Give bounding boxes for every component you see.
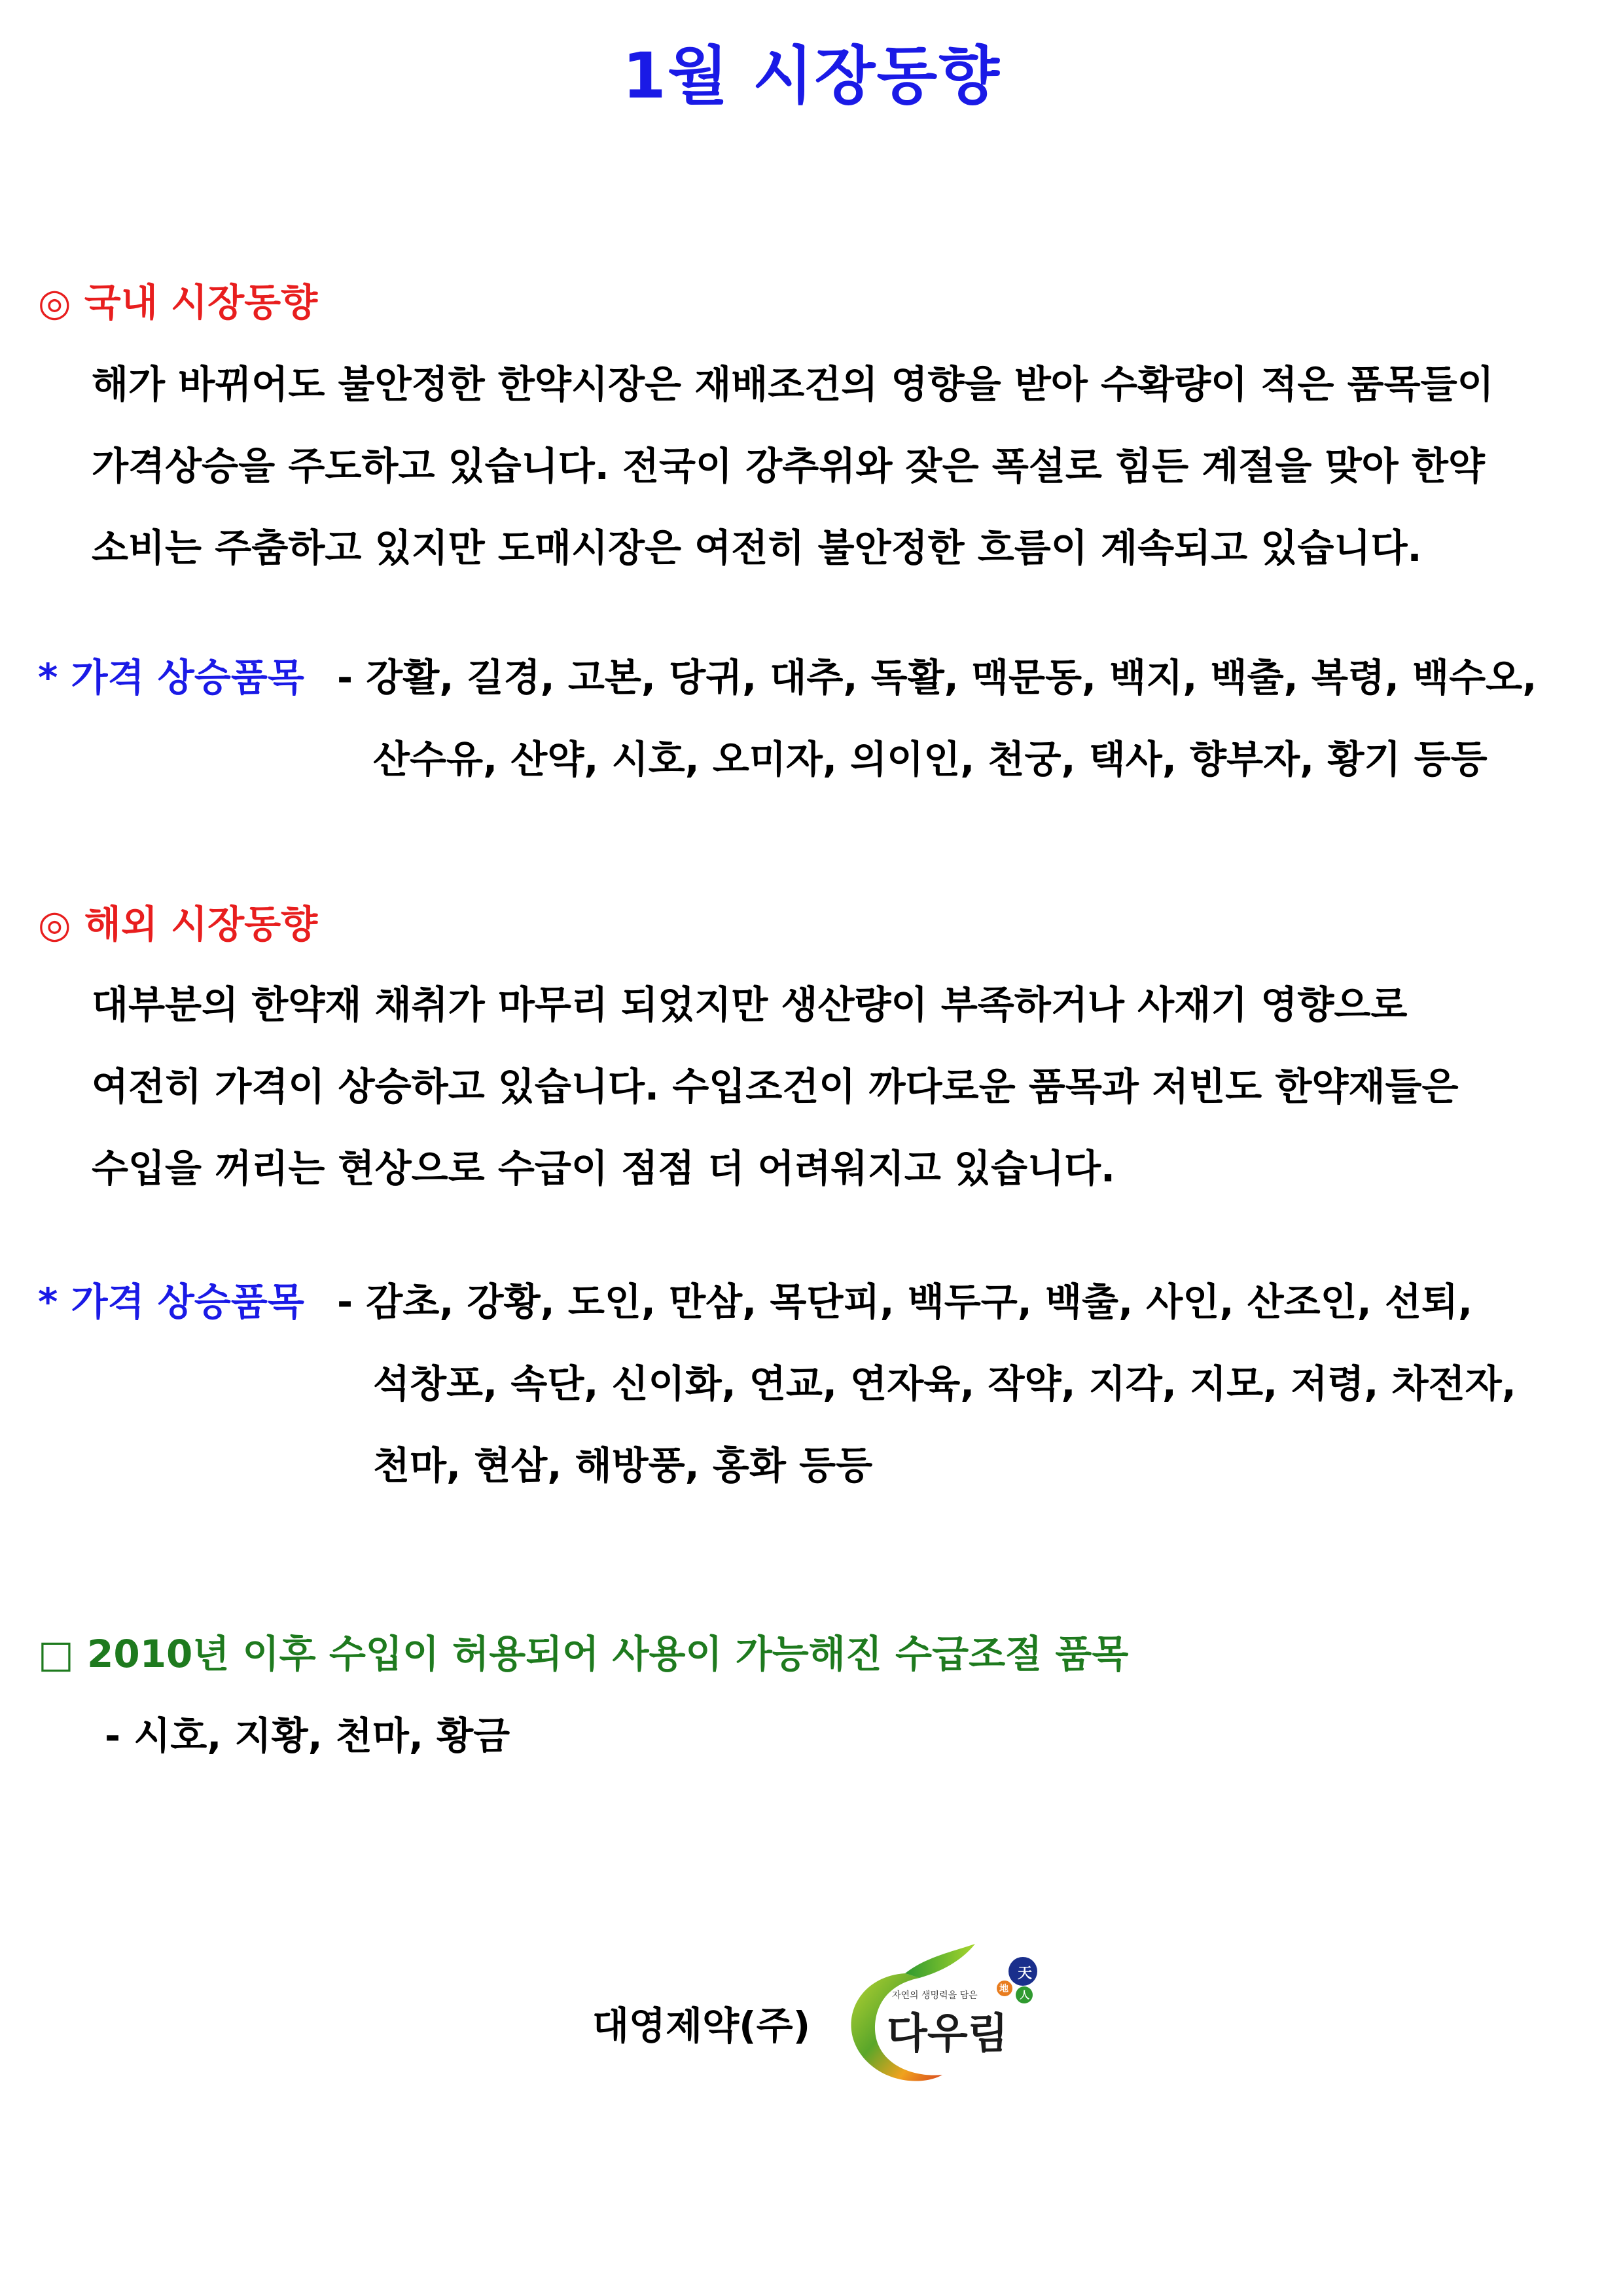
overseas-items-line: - 감초, 강황, 도인, 만삼, 목단피, 백두구, 백출, 사인, 산조인, 선퇴, bbox=[337, 1280, 1472, 1324]
overseas-items-label: * 가격 상승품목 bbox=[38, 1280, 304, 1324]
overseas-line: 대부분의 한약재 채취가 마무리 되었지만 생산량이 부족하거나 사재기 영향으로 bbox=[92, 982, 1408, 1027]
company-name: 대영제약(주) bbox=[592, 2003, 811, 2048]
domestic-line: 가격상승을 주도하고 있습니다. 전국이 강추위와 잦은 폭설로 힘든 계절을 맞아 한약 bbox=[92, 444, 1485, 488]
logo-text: 다우림 bbox=[887, 2010, 1008, 2058]
domestic-items-line: 산수유, 산약, 시호, 오미자, 의이인, 천궁, 택사, 향부자, 황기 등등 bbox=[373, 737, 1488, 781]
logo-tagline: 자연의 생명력을 담은 bbox=[892, 1990, 978, 2001]
domestic-line: 해가 바뀌어도 불안정한 한약시장은 재배조건의 영향을 받아 수확량이 적은 품목들이 bbox=[92, 362, 1494, 406]
overseas-heading: ◎ 해외 시장동향 bbox=[38, 902, 318, 946]
supply-items: - 시호, 지황, 천마, 황금 bbox=[105, 1713, 510, 1758]
dawoorim-logo bbox=[828, 1937, 1044, 2088]
page-title: 1월 시장동향 bbox=[622, 39, 1001, 113]
logo-char: 天 bbox=[1018, 1965, 1033, 1982]
domestic-line: 소비는 주춤하고 있지만 도매시장은 여전히 불안정한 흐름이 계속되고 있습니다. bbox=[92, 526, 1422, 570]
overseas-items-line: 석창포, 속단, 신이화, 연교, 연자육, 작약, 지각, 지모, 저령, 차전자, bbox=[373, 1361, 1516, 1406]
overseas-line: 여전히 가격이 상승하고 있습니다. 수입조건이 까다로운 품목과 저빈도 한약재들은 bbox=[92, 1064, 1459, 1109]
logo-char: 人 bbox=[1020, 1989, 1030, 2001]
overseas-line: 수입을 꺼리는 현상으로 수급이 점점 더 어려워지고 있습니다. bbox=[92, 1146, 1116, 1191]
overseas-items-line: 천마, 현삼, 해방풍, 홍화 등등 bbox=[373, 1443, 873, 1488]
domestic-items-line: - 강활, 길경, 고본, 당귀, 대추, 독활, 맥문동, 백지, 백출, 복령, 백수오, bbox=[337, 655, 1537, 700]
supply-heading: □ 2010년 이후 수입이 허용되어 사용이 가능해진 수급조절 품목 bbox=[38, 1632, 1129, 1676]
domestic-items-label: * 가격 상승품목 bbox=[38, 655, 304, 700]
domestic-heading: ◎ 국내 시장동향 bbox=[38, 280, 318, 325]
logo-char: 地 bbox=[999, 1984, 1008, 1994]
